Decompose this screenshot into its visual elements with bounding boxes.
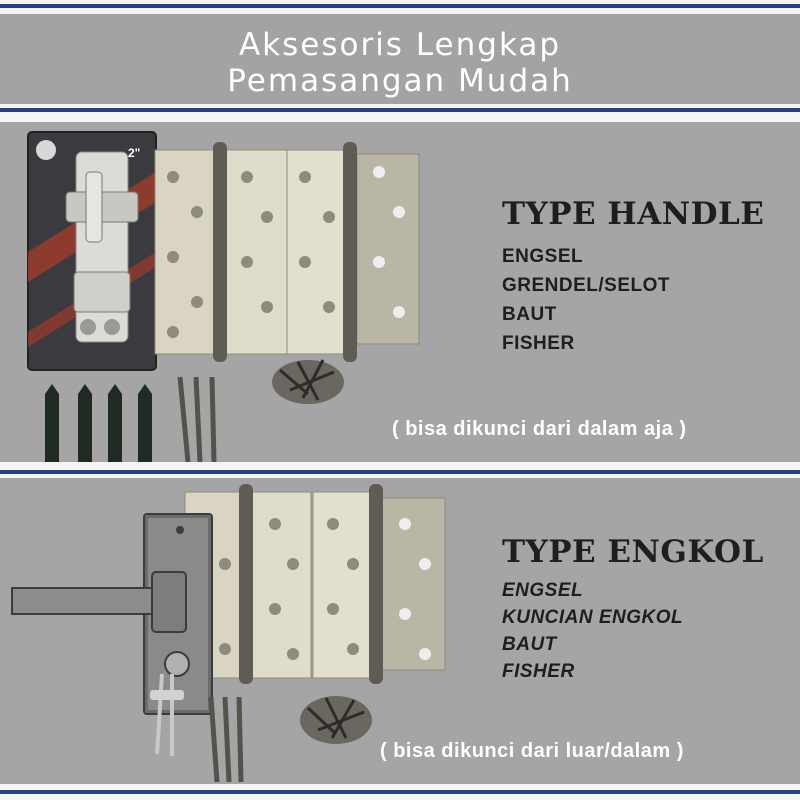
long-screws-image [170,372,230,462]
handle-item-1: ENGSEL [502,246,584,267]
header-line-1: Aksesoris Lengkap [238,27,562,63]
header-line-2: Pemasangan Mudah [227,63,573,99]
header-banner [0,14,800,104]
type-engkol-title: TYPE ENGKOL [502,534,764,570]
screws-image [268,350,348,410]
door-hinges-image [155,142,425,362]
engkol-note: ( bisa dikunci dari luar/dalam ) [380,740,684,762]
engkol-item-2: KUNCIAN ENGKOL [502,607,684,628]
handle-item-3: BAUT [502,304,557,325]
barrel-bolt-package-image [28,132,158,372]
panel-type-handle [0,122,800,462]
screws-image-2 [296,688,376,748]
package-size-label: 2" [128,146,141,160]
bottom-white-stripe-2 [0,794,800,800]
lever-handle-lock-image [12,514,222,764]
long-screws-image-2 [205,692,255,782]
engkol-item-1: ENGSEL [502,580,584,601]
panel-type-engkol [0,478,800,784]
wall-plugs-image [40,384,160,462]
handle-item-4: FISHER [502,333,575,354]
handle-note: ( bisa dikunci dari dalam aja ) [392,418,687,440]
door-hinges-image-2 [185,484,445,684]
type-handle-title: TYPE HANDLE [502,196,765,232]
divider-white-2 [0,112,800,122]
engkol-item-4: FISHER [502,661,575,682]
handle-item-2: GRENDEL/SELOT [502,275,671,296]
divider-white-3 [0,462,800,470]
engkol-item-3: BAUT [502,634,557,655]
